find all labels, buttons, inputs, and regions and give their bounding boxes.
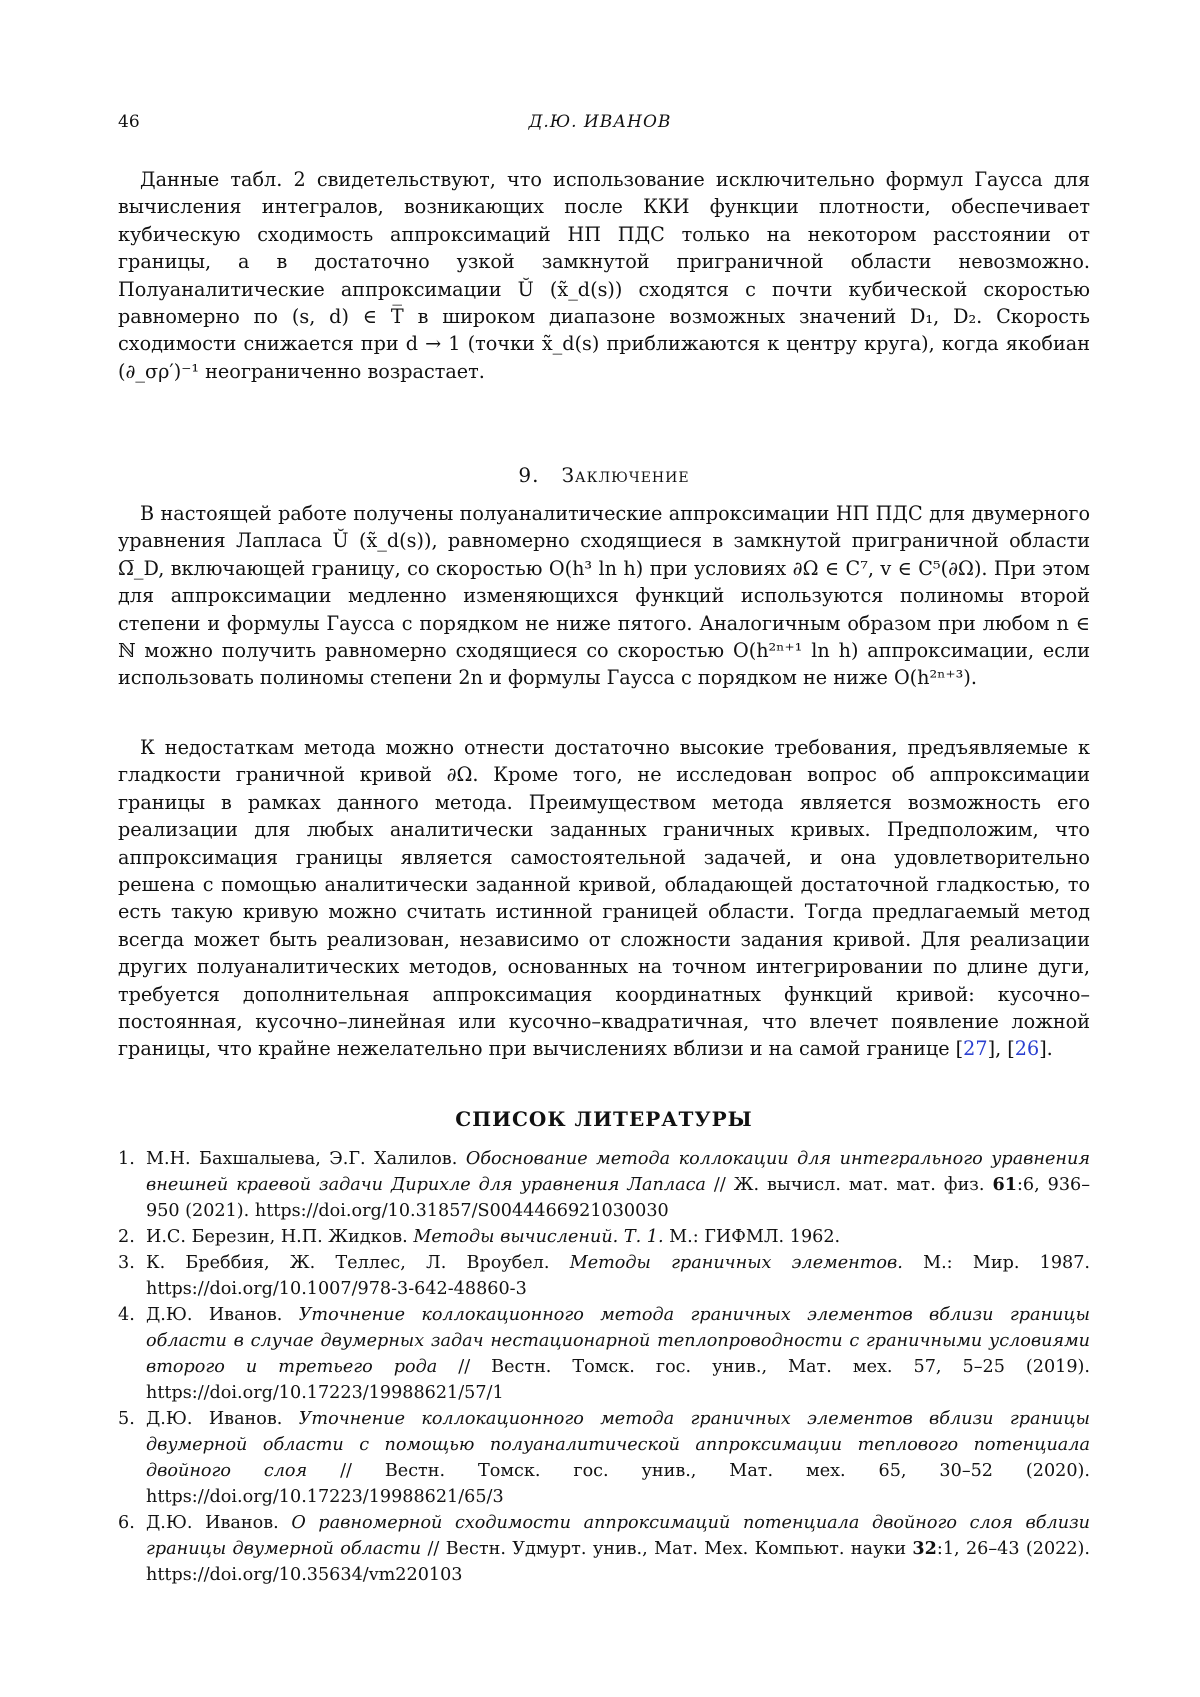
running-title: Д.Ю. ИВАНОВ (528, 112, 672, 132)
reference-title: О равномерной сходимости аппроксимаций потенциала двойного слоя вблизи границы двумерной области (146, 1513, 1090, 1559)
reference-number: 6. (118, 1513, 135, 1533)
reference-title: Уточнение коллокационного метода граничных элементов вблизи границы двумерной области с помощью полуаналитической аппроксимации теплового потенциала двойного слоя (146, 1409, 1090, 1481)
section-title: Заключение (561, 463, 690, 487)
paragraph-conclusion-1: В настоящей работе получены полуаналитические аппроксимации НП ПДС для двумерного уравнения Лапласа Ŭ (x̃_d(s)), равномерно сходящиеся в замкнутой приграничной области Ω̅_D, включающей границу, со скоростью O(h³ ln h) при условиях ∂Ω ∈ C⁷, v ∈ C⁵(∂Ω). При этом для аппроксимации медленно изменяющихся функций используются полиномы второй степени и формулы Гаусса с порядком не ниже пятого. Аналогичным образом при любом n ∈ ℕ можно получить равномерно сходящиеся со скоростью O(h²ⁿ⁺¹ ln h) аппроксимации, если использовать полиномы степени 2n и формулы Гаусса с порядком не ниже O(h²ⁿ⁺³). (118, 502, 1090, 690)
citation-link[interactable]: 27 (963, 1037, 988, 1061)
paragraph-results: Данные табл. 2 свидетельствуют, что использование исключительно формул Гаусса для вычисления интегралов, возникающих после ККИ функции плотности, обеспечивает кубическую сходимость аппроксимаций НП ПДС только на некотором расстоянии от границы, а в достаточно узкой замкнутой приграничной области невозможно. Полуаналитические аппроксимации Ŭ (x̃_d(s)) сходятся с почти кубической скоростью равномерно по (s, d) ∈ T̅ в широком диапазоне возможных значений D₁, D₂. Скорость сходимости снижается при d → 1 (точки x̃_d(s) приближаются к центру круга), когда якобиан (∂_σρ′)⁻¹ неограниченно возрастает. (118, 168, 1090, 383)
reference-item (118, 1510, 1090, 1588)
reference-item (118, 1224, 1090, 1250)
references-heading: СПИСОК ЛИТЕРАТУРЫ (455, 1107, 753, 1131)
citation-link[interactable]: 26 (1014, 1037, 1040, 1061)
reference-number: 2. (118, 1227, 135, 1247)
reference-item (118, 1250, 1090, 1302)
reference-authors: М.Н. Бахшалыева, Э.Г. Халилов. (146, 1149, 458, 1169)
reference-number: 4. (118, 1305, 135, 1325)
section-heading (118, 463, 1090, 487)
section-number: 9. (518, 463, 540, 487)
reference-authors: Д.Ю. Иванов. (146, 1513, 279, 1533)
paragraph-conclusion-2: К недостаткам метода можно отнести достаточно высокие требования, предъявляемые к гладкости граничной кривой ∂Ω. Кроме того, не исследован вопрос об аппроксимации границы в рамках данного метода. Преимуществом метода является возможность его реализации для любых аналитически заданных граничных кривых. Предположим, что аппроксимация границы является самостоятельной задачей, и она удовлетворительно решена с помощью аналитически заданной кривой, обладающей достаточной гладкостью, то есть такую кривую можно считать истинной границей области. Тогда предлагаемый метод всегда может быть реализован, независимо от сложности задания кривой. Для реализации других полуаналитических методов, основанных на точном интегрировании по длине дуги, требуется дополнительная аппроксимация координатных функций кривой: кусочно–постоянная, кусочно–линейная или кусочно–квадратичная, что влечет появление ложной границы, что крайне нежелательно при вычислениях вблизи и на самой границе [27], [26]. (118, 736, 1090, 1061)
reference-title: Обоснование метода коллокации для интегрального уравнения внешней краевой задачи Дирихле для уравнения Лапласа (146, 1149, 1090, 1195)
reference-volume: 61 (992, 1174, 1017, 1195)
reference-title: Методы граничных элементов. (569, 1253, 903, 1273)
running-header (118, 112, 1082, 136)
reference-source: // Вестн. Удмурт. унив., Мат. Мех. Компьют. науки (427, 1539, 907, 1559)
reference-source[interactable]: // Вестн. Томск. гос. унив., Мат. мех. 57, 5–25 (2019). https://doi.org/10.17223/19988621/57/1 (146, 1357, 1090, 1403)
reference-item (118, 1146, 1090, 1224)
reference-item (118, 1302, 1090, 1406)
page-number: 46 (118, 112, 140, 132)
reference-source[interactable]: // Вестн. Томск. гос. унив., Мат. мех. 65, 30–52 (2020). https://doi.org/10.17223/19988621/65/3 (146, 1461, 1090, 1507)
reference-item (118, 1406, 1090, 1510)
reference-source: М.: ГИФМЛ. 1962. (669, 1227, 841, 1247)
reference-authors: К. Бреббия, Ж. Теллес, Л. Вроубел. (146, 1253, 550, 1273)
reference-authors: И.С. Березин, Н.П. Жидков. (146, 1227, 408, 1247)
reference-volume: 32 (912, 1538, 937, 1559)
reference-source[interactable]: М.: Мир. 1987. https://doi.org/10.1007/978-3-642-48860-3 (146, 1253, 1091, 1299)
reference-title: Уточнение коллокационного метода граничных элементов вблизи границы области в случае двумерных задач нестационарной теплопроводности с граничными условиями второго и третьего рода (146, 1305, 1090, 1377)
reference-tail[interactable]: :1, 26–43 (2022). https://doi.org/10.35634/vm220103 (146, 1539, 1090, 1585)
paragraph-conclusion-2-text: К недостаткам метода можно отнести достаточно высокие требования, предъявляемые к гладкости граничной кривой ∂Ω. Кроме того, не исследован вопрос об аппроксимации границы в рамках данного метода. Преимуществом метода является возможность его реализации для любых аналитически заданных граничных кривых. Предположим, что аппроксимация границы является самостоятельной задачей, и она удовлетворительно решена с помощью аналитически заданной кривой, обладающей достаточной гладкостью, то есть такую кривую можно считать истинной границей области. Тогда предлагаемый метод всегда может быть реализован, независимо от сложности задания кривой. Для реализации других полуаналитических методов, основанных на точном интегрировании по длине дуги, требуется дополнительная аппроксимация координатных функций кривой: кусочно–постоянная, кусочно–линейная или кусочно–квадратичная, что влечет появление ложной границы, что крайне нежелательно при вычислениях вблизи и на самой границе (118, 736, 1090, 1061)
reference-authors: Д.Ю. Иванов. (146, 1305, 283, 1325)
reference-authors: Д.Ю. Иванов. (146, 1409, 283, 1429)
references-list (118, 1146, 1090, 1588)
reference-tail[interactable]: :6, 936–950 (2021). https://doi.org/10.31857/S0044466921030030 (146, 1175, 1091, 1221)
reference-source: // Ж. вычисл. мат. мат. физ. (713, 1175, 985, 1195)
reference-number: 1. (118, 1149, 135, 1169)
reference-number: 5. (118, 1409, 135, 1429)
reference-title: Методы вычислений. Т. 1. (413, 1227, 664, 1247)
reference-number: 3. (118, 1253, 135, 1273)
